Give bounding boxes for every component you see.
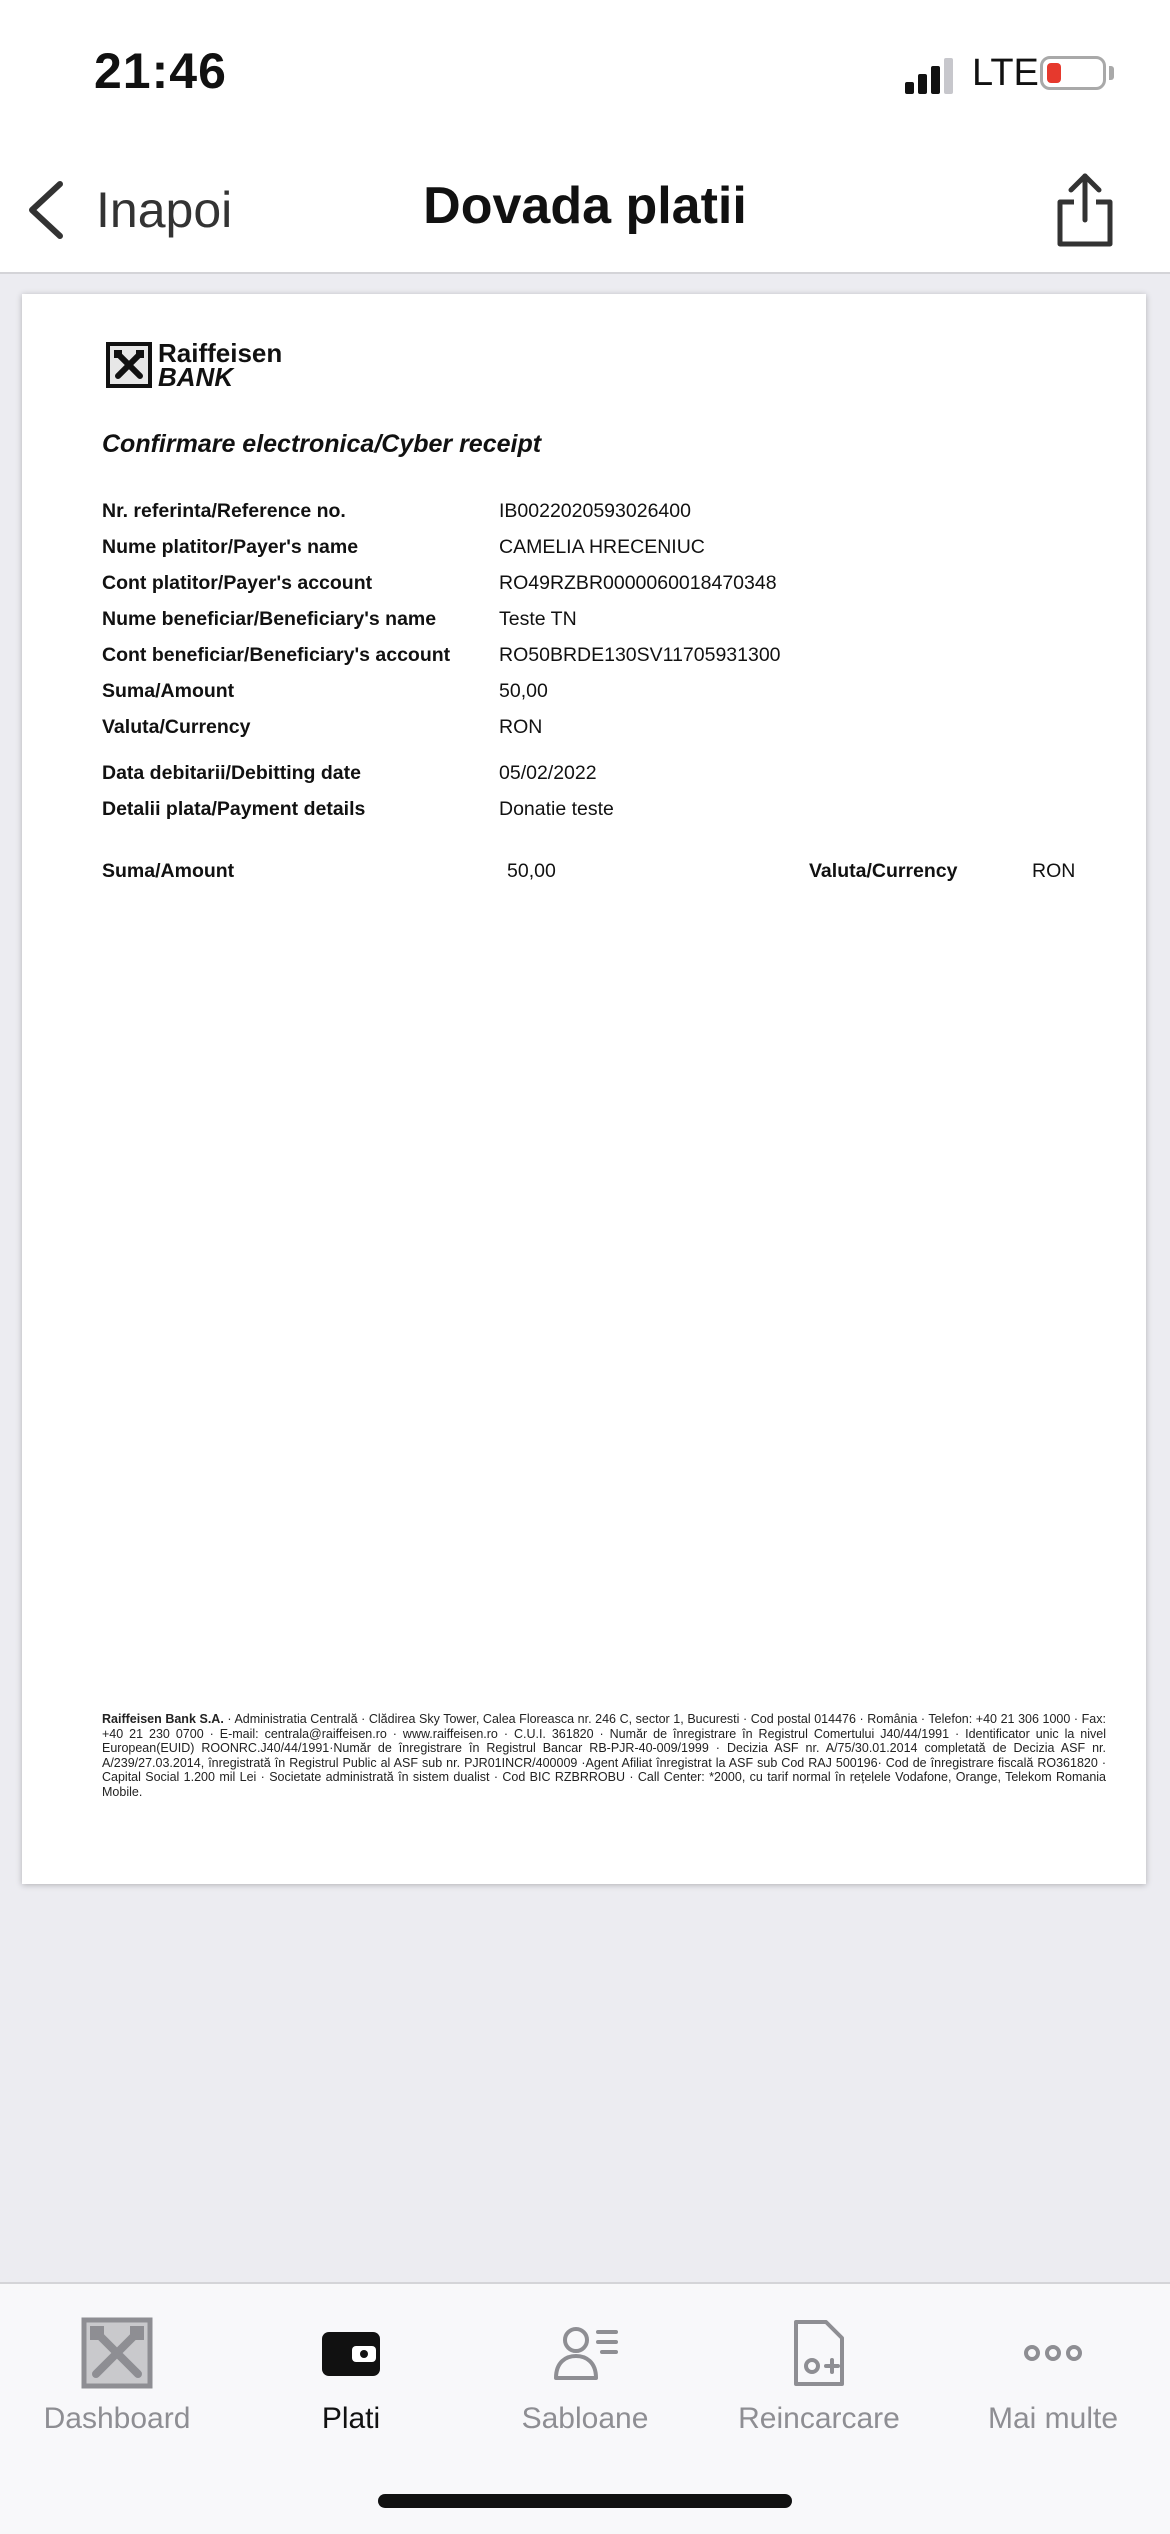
signal-icon xyxy=(905,56,955,94)
network-type: LTE xyxy=(972,52,1039,94)
field-label-beneficiary-account: Cont beneficiar/Beneficiary's account xyxy=(102,644,451,666)
templates-icon xyxy=(546,2314,624,2392)
raiffeisen-emblem-icon xyxy=(106,342,152,388)
tab-mai-multe[interactable] xyxy=(936,2302,1170,2452)
field-value-payment-details: Donatie teste xyxy=(499,798,614,820)
tab-label-plati: Plati xyxy=(321,2402,381,2435)
logo-line2: BANK xyxy=(158,362,234,392)
field-label-payer-name: Nume platitor/Payer's name xyxy=(102,536,359,558)
share-icon[interactable] xyxy=(1054,170,1116,250)
field-value-payer-name: CAMELIA HRECENIUC xyxy=(499,536,705,558)
more-icon xyxy=(1014,2314,1092,2392)
tab-plati[interactable] xyxy=(234,2302,468,2452)
field-label-payer-account: Cont platitor/Payer's account xyxy=(102,572,373,594)
field-label-payment-details: Detalii plata/Payment details xyxy=(102,798,366,820)
receipt-title: Confirmare electronica/Cyber receipt xyxy=(102,430,542,458)
field-value-payer-account: RO49RZBR0000060018470348 xyxy=(499,572,777,594)
field-label-reference: Nr. referinta/Reference no. xyxy=(102,500,346,522)
tab-label-dashboard: Dashboard xyxy=(43,2402,191,2435)
field-label-amount: Suma/Amount xyxy=(102,680,235,702)
summary-amount-label: Suma/Amount xyxy=(102,860,235,882)
wallet-icon xyxy=(312,2314,390,2392)
nav-bar xyxy=(0,150,1170,274)
tab-label-mai-multe: Mai multe xyxy=(987,2402,1119,2435)
raiffeisen-logo xyxy=(106,338,282,392)
receipt-document xyxy=(22,294,1146,1884)
field-value-beneficiary-account: RO50BRDE130SV11705931300 xyxy=(499,644,781,666)
tab-label-sabloane: Sabloane xyxy=(521,2402,649,2435)
footer-text: · Administratia Centrală · Clădirea Sky Tower, Calea Floreasca nr. 246 C, sector 1, Bucuresti · Cod postal 014476 · România · Telefon: +40 21 306 1000 · Fax: +40 21 230 0700 · E-mail: centrala@raiffeisen.ro · www.raiffeisen.ro · C.U.I. 361820 · Număr de înregistrare în Registrul Comertului J40/44/1991 · Identificator unic la nivel European(EUID) ROONRC.J40/44/1991·Număr de înregistrare în Registrul Bancar RB-PJR-40-009/1999 · Decizia ASF nr. A/75/30.01.2014 completată de Decizia ASF nr. A/239/27.03.2014, înregistrată în Registrul Public al ASF sub nr. PJR01INCR/400009 ·Agent Afiliat înregistrat la ASF sub Cod RAJ 500196· Cod de înregistrare fiscală RO361820 · Capital Social 1.200 mil Lei · Societate administrată în sistem dualist · Cod BIC RZBRROBU · Call Center: *2000, cu tarif normal în rețelele Vodafone, Orange, Telekom Romania Mobile. xyxy=(102,1712,1106,1799)
recharge-icon xyxy=(780,2314,858,2392)
field-value-debit-date: 05/02/2022 xyxy=(499,762,597,784)
field-value-currency: RON xyxy=(499,716,543,738)
logo-line1: Raiffeisen xyxy=(158,338,283,368)
battery-icon xyxy=(1040,56,1106,90)
field-label-beneficiary-name: Nume beneficiar/Beneficiary's name xyxy=(102,608,437,630)
tab-dashboard[interactable] xyxy=(0,2302,234,2452)
field-value-amount: 50,00 xyxy=(499,680,548,702)
back-label: Inapoi xyxy=(96,182,233,238)
field-label-currency: Valuta/Currency xyxy=(102,716,251,738)
battery-cap xyxy=(1109,66,1114,80)
tab-label-reincarcare: Reincarcare xyxy=(738,2402,900,2435)
tab-sabloane[interactable] xyxy=(468,2302,702,2452)
dashboard-icon xyxy=(78,2314,156,2392)
status-time: 21:46 xyxy=(94,43,227,99)
field-value-beneficiary-name: Teste TN xyxy=(499,608,577,630)
home-indicator xyxy=(378,2494,792,2508)
summary-currency-value: RON xyxy=(1032,860,1076,882)
field-label-debit-date: Data debitarii/Debitting date xyxy=(102,762,361,784)
page-title: Dovada platii xyxy=(423,177,747,235)
summary-currency-label: Valuta/Currency xyxy=(809,860,958,882)
footer-company: Raiffeisen Bank S.A. xyxy=(102,1712,224,1726)
legal-footer xyxy=(102,1712,1106,1799)
status-bar xyxy=(0,0,1170,150)
summary-amount-value: 50,00 xyxy=(507,860,556,882)
field-value-reference: IB0022020593026400 xyxy=(499,500,691,522)
tab-reincarcare[interactable] xyxy=(702,2302,936,2452)
